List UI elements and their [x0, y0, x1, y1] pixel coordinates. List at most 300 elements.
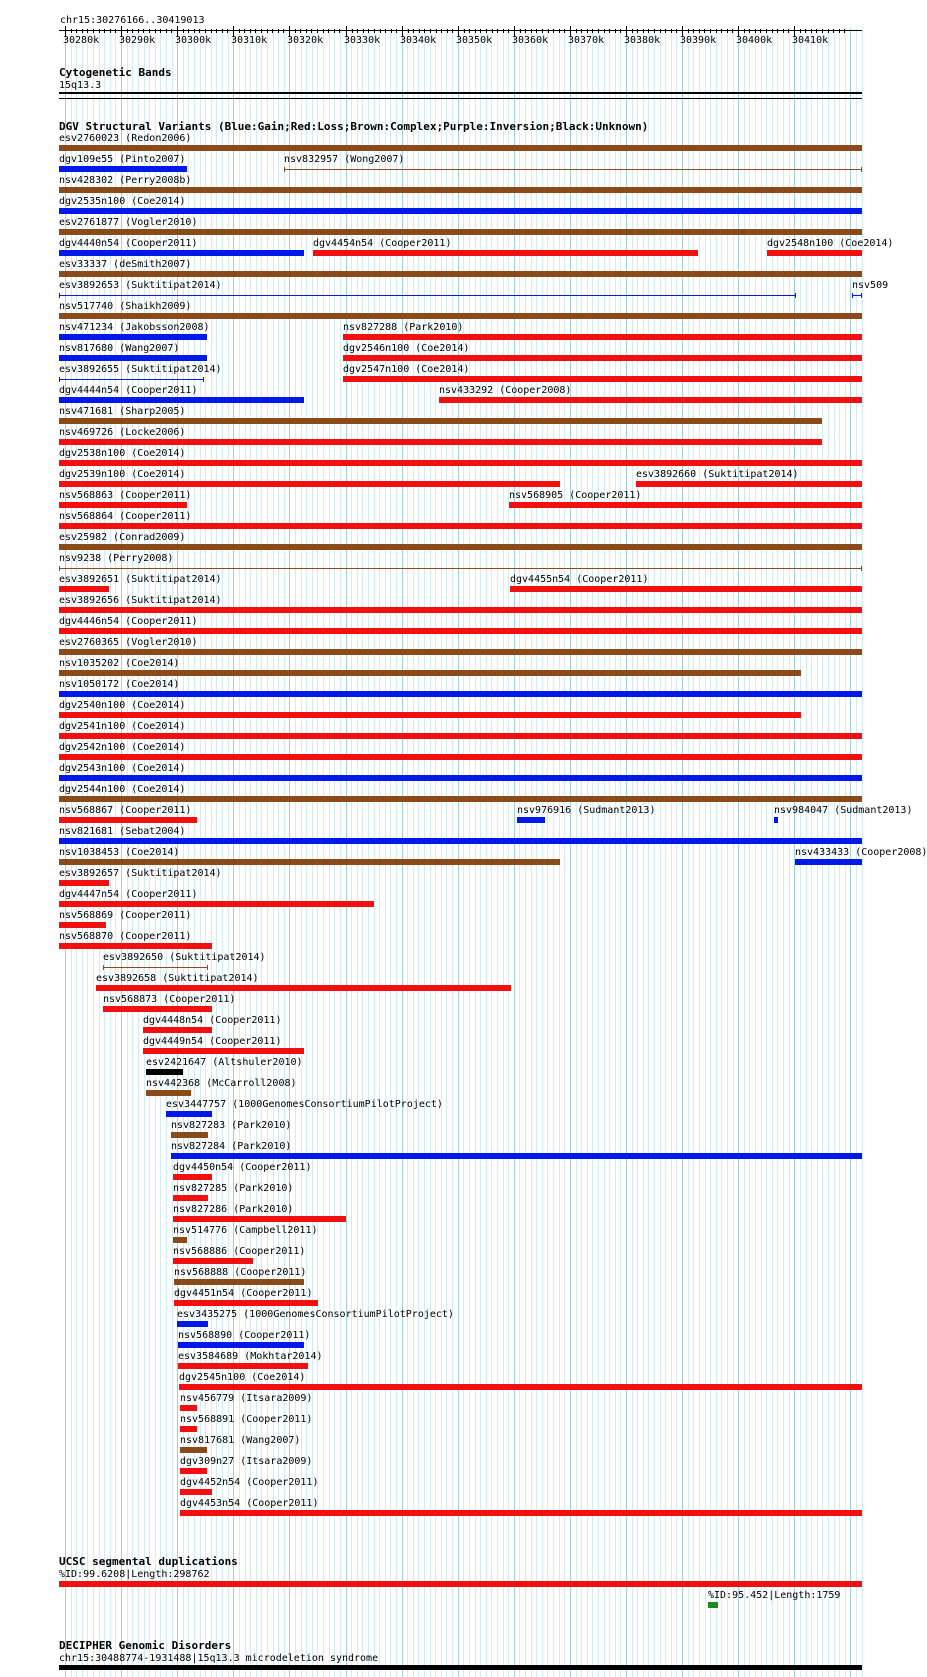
ruler-minor-tick	[295, 29, 296, 33]
ruler-minor-tick	[508, 29, 509, 33]
feature-bar[interactable]	[439, 397, 862, 403]
feature-bar[interactable]	[178, 1363, 308, 1369]
feature-label: dgv2542n100 (Coe2014)	[59, 742, 186, 753]
feature-label: dgv4454n54 (Cooper2011)	[313, 238, 452, 249]
feature-bar[interactable]	[177, 1321, 208, 1327]
ruler-minor-tick	[239, 29, 240, 33]
feature-label: dgv4440n54 (Cooper2011)	[59, 238, 198, 249]
ruler-minor-tick	[222, 29, 223, 33]
feature-bar[interactable]	[174, 1279, 304, 1285]
ruler-minor-tick	[261, 29, 262, 33]
feature-bar[interactable]	[146, 1069, 183, 1075]
ruler-minor-tick	[363, 29, 364, 33]
feature-end-cap	[284, 167, 285, 172]
ruler-minor-tick	[637, 29, 638, 33]
feature-label: %ID:95.452|Length:1759	[708, 1590, 841, 1601]
ruler-minor-tick	[138, 29, 139, 33]
ruler-minor-tick	[755, 29, 756, 33]
feature-label: dgv4452n54 (Cooper2011)	[180, 1477, 319, 1488]
ruler-minor-tick	[99, 29, 100, 33]
feature-label: dgv2545n100 (Coe2014)	[179, 1372, 306, 1383]
feature-bar[interactable]	[59, 628, 862, 634]
feature-bar[interactable]	[179, 1384, 862, 1390]
ruler-minor-tick	[710, 29, 711, 33]
feature-label: esv3892653 (Suktitipat2014)	[59, 280, 222, 291]
ruler-minor-tick	[93, 29, 94, 33]
ruler-minor-tick	[811, 29, 812, 33]
ruler-minor-tick	[272, 29, 273, 33]
feature-label: nsv827286 (Park2010)	[173, 1204, 294, 1215]
ruler-minor-tick	[732, 29, 733, 33]
feature-bar[interactable]	[173, 1216, 346, 1222]
ruler-minor-tick	[760, 29, 761, 33]
feature-label: esv3892655 (Suktitipat2014)	[59, 364, 222, 375]
ruler-minor-tick	[283, 29, 284, 33]
ruler-minor-tick	[749, 29, 750, 33]
feature-bar[interactable]	[59, 670, 801, 676]
ruler-minor-tick	[334, 29, 335, 33]
ruler-minor-tick	[188, 29, 189, 33]
ruler-minor-tick	[132, 29, 133, 33]
feature-bar[interactable]	[59, 901, 374, 907]
feature-bar[interactable]	[59, 334, 207, 340]
feature-label: dgv2546n100 (Coe2014)	[343, 343, 470, 354]
feature-end-cap	[59, 566, 60, 571]
ruler-minor-tick	[531, 29, 532, 33]
feature-bar[interactable]	[59, 775, 862, 781]
ruler-minor-tick	[816, 29, 817, 33]
feature-label: esv3584689 (Mokhtar2014)	[178, 1351, 323, 1362]
ruler-minor-tick	[436, 29, 437, 33]
feature-bar[interactable]	[143, 1027, 212, 1033]
ruler-minor-tick	[211, 29, 212, 33]
feature-end-cap	[203, 377, 204, 382]
ruler-tick-label: 30360k	[512, 35, 549, 46]
ruler-minor-tick	[727, 29, 728, 33]
feature-bar[interactable]	[774, 817, 778, 823]
feature-bar[interactable]	[59, 880, 109, 886]
feature-bar[interactable]	[284, 169, 862, 170]
feature-bar[interactable]	[59, 250, 304, 256]
ruler-tick-label: 30300k	[175, 35, 212, 46]
feature-label: esv2761877 (Vogler2010)	[59, 217, 198, 228]
ruler-tick-label: 30390k	[680, 35, 717, 46]
ruler-tick-label: 30350k	[456, 35, 493, 46]
feature-label: dgv2541n100 (Coe2014)	[59, 721, 186, 732]
ruler-minor-tick	[783, 29, 784, 33]
feature-label: nsv568863 (Cooper2011)	[59, 490, 192, 501]
ruler-minor-tick	[800, 29, 801, 33]
ruler-minor-tick	[199, 29, 200, 33]
feature-label: dgv2540n100 (Coe2014)	[59, 700, 186, 711]
ruler-minor-tick	[306, 29, 307, 33]
feature-bar[interactable]	[59, 313, 862, 319]
feature-label: nsv568888 (Cooper2011)	[174, 1267, 307, 1278]
ruler-minor-tick	[127, 29, 128, 33]
feature-label: nsv817681 (Wang2007)	[180, 1435, 301, 1446]
feature-bar[interactable]	[59, 859, 560, 865]
ruler-minor-tick	[581, 29, 582, 33]
ruler-minor-tick	[419, 29, 420, 33]
feature-label: dgv4447n54 (Cooper2011)	[59, 889, 198, 900]
feature-label: nsv827284 (Park2010)	[171, 1141, 292, 1152]
ruler-tick-label: 30370k	[568, 35, 605, 46]
feature-bar[interactable]	[767, 250, 862, 256]
feature-label: dgv2547n100 (Coe2014)	[343, 364, 470, 375]
feature-bar[interactable]	[96, 985, 511, 991]
ruler-location: chr15:30276166..30419013	[60, 15, 205, 26]
feature-bar[interactable]	[171, 1132, 208, 1138]
ruler-minor-tick	[693, 29, 694, 33]
feature-label: nsv428302 (Perry2008b)	[59, 175, 192, 186]
feature-bar[interactable]	[173, 1237, 187, 1243]
feature-label: esv3435275 (1000GenomesConsortiumPilotProject)	[177, 1309, 454, 1320]
feature-bar[interactable]	[180, 1510, 862, 1516]
ruler-minor-tick	[380, 29, 381, 33]
ruler-minor-tick	[805, 29, 806, 33]
ruler-minor-tick	[525, 29, 526, 33]
ruler-minor-tick	[143, 29, 144, 33]
dgv-title[interactable]: DGV Structural Variants (Blue:Gain;Red:Loss;Brown:Complex;Purple:Inversion;Black:Unknown)	[59, 120, 649, 133]
ruler-tick-label: 30380k	[624, 35, 661, 46]
feature-label: dgv2535n100 (Coe2014)	[59, 196, 186, 207]
feature-label: nsv568869 (Cooper2011)	[59, 910, 192, 921]
feature-label: dgv2538n100 (Coe2014)	[59, 448, 186, 459]
feature-bar[interactable]	[59, 754, 862, 760]
ruler-minor-tick	[671, 29, 672, 33]
feature-bar[interactable]	[59, 502, 187, 508]
feature-label: nsv433433 (Cooper2008)	[795, 847, 927, 858]
feature-bar[interactable]	[59, 586, 109, 592]
ruler-minor-tick	[183, 29, 184, 33]
decipher-label: chr15:30488774-1931488|15q13.3 microdeletion syndrome	[59, 1653, 379, 1664]
feature-bar[interactable]	[59, 208, 862, 214]
feature-bar[interactable]	[59, 523, 862, 529]
feature-label: esv2421647 (Altshuler2010)	[146, 1057, 303, 1068]
feature-bar[interactable]	[103, 1006, 212, 1012]
ruler-minor-tick	[632, 29, 633, 33]
ruler-minor-tick	[648, 29, 649, 33]
feature-label: nsv568905 (Cooper2011)	[509, 490, 642, 501]
feature-bar[interactable]	[59, 568, 862, 569]
ruler-minor-tick	[503, 29, 504, 33]
feature-bar[interactable]	[59, 838, 862, 844]
ruler-minor-tick	[300, 29, 301, 33]
decipher-title[interactable]: DECIPHER Genomic Disorders	[59, 1639, 232, 1652]
feature-label: nsv456779 (Itsara2009)	[180, 1393, 313, 1404]
ruler-minor-tick	[766, 29, 767, 33]
ruler-minor-tick	[486, 29, 487, 33]
ruler-minor-tick	[844, 29, 845, 33]
feature-end-cap	[861, 566, 862, 571]
feature-bar[interactable]	[59, 145, 862, 151]
ruler-tick-label: 30340k	[400, 35, 437, 46]
feature-bar[interactable]	[59, 943, 212, 949]
feature-bar[interactable]	[180, 1489, 212, 1495]
ruler-minor-tick	[447, 29, 448, 33]
ruler-minor-tick	[564, 29, 565, 33]
decipher-feature[interactable]	[59, 1665, 862, 1670]
feature-bar[interactable]	[174, 1300, 318, 1306]
ruler-minor-tick	[592, 29, 593, 33]
feature-bar[interactable]	[180, 1468, 207, 1474]
ruler-minor-tick	[587, 29, 588, 33]
feature-bar[interactable]	[59, 418, 822, 424]
ruler-minor-tick	[772, 29, 773, 33]
feature-label: esv3892651 (Suktitipat2014)	[59, 574, 222, 585]
feature-bar[interactable]	[59, 544, 862, 550]
ruler-minor-tick	[255, 29, 256, 33]
cytoband-band[interactable]	[59, 92, 862, 94]
feature-label: esv3892658 (Suktitipat2014)	[96, 973, 259, 984]
ruler-tick-label: 30410k	[792, 35, 829, 46]
feature-bar[interactable]	[59, 397, 304, 403]
ruler-minor-tick	[391, 29, 392, 33]
feature-bar[interactable]	[59, 649, 862, 655]
ruler-minor-tick	[492, 29, 493, 33]
feature-label: dgv4448n54 (Cooper2011)	[143, 1015, 282, 1026]
feature-bar[interactable]	[59, 229, 862, 235]
feature-label: dgv2548n100 (Coe2014)	[767, 238, 894, 249]
feature-bar[interactable]	[517, 817, 545, 823]
ruler-minor-tick	[839, 29, 840, 33]
ruler-minor-tick	[166, 29, 167, 33]
feature-bar[interactable]	[180, 1447, 207, 1453]
ruler-minor-tick	[352, 29, 353, 33]
feature-bar[interactable]	[59, 712, 801, 718]
ruler-minor-tick	[475, 29, 476, 33]
feature-bar[interactable]	[59, 379, 204, 380]
ruler-minor-tick	[408, 29, 409, 33]
ruler-minor-tick	[553, 29, 554, 33]
feature-bar[interactable]	[313, 250, 698, 256]
feature-label: dgv4449n54 (Cooper2011)	[143, 1036, 282, 1047]
ruler-minor-tick	[598, 29, 599, 33]
feature-label: dgv109e55 (Pinto2007)	[59, 154, 186, 165]
ruler-minor-tick	[777, 29, 778, 33]
ruler-minor-tick	[542, 29, 543, 33]
feature-label: nsv514776 (Campbell2011)	[173, 1225, 318, 1236]
ruler-minor-tick	[357, 29, 358, 33]
ruler-minor-tick	[744, 29, 745, 33]
ruler-minor-tick	[643, 29, 644, 33]
feature-label: nsv832957 (Wong2007)	[284, 154, 405, 165]
feature-label: nsv984047 (Sudmant2013)	[774, 805, 913, 816]
feature-bar[interactable]	[59, 355, 207, 361]
ruler-minor-tick	[615, 29, 616, 33]
feature-bar[interactable]	[59, 271, 862, 277]
cytoband-label: 15q13.3	[59, 80, 102, 91]
feature-bar[interactable]	[59, 607, 862, 613]
feature-bar[interactable]	[708, 1602, 718, 1608]
ruler-minor-tick	[368, 29, 369, 33]
feature-end-cap	[852, 293, 853, 298]
segdup-title[interactable]: UCSC segmental duplications	[59, 1555, 238, 1568]
feature-label: esv3892660 (Suktitipat2014)	[636, 469, 799, 480]
ruler-axis[interactable]	[59, 30, 862, 31]
ruler-minor-tick	[430, 29, 431, 33]
feature-label: nsv568867 (Cooper2011)	[59, 805, 192, 816]
feature-end-cap	[861, 293, 862, 298]
feature-bar[interactable]	[146, 1090, 191, 1096]
feature-label: dgv2539n100 (Coe2014)	[59, 469, 186, 480]
ruler-minor-tick	[424, 29, 425, 33]
feature-label: esv3892656 (Suktitipat2014)	[59, 595, 222, 606]
feature-label: %ID:99.6208|Length:298762	[59, 1569, 210, 1580]
feature-bar[interactable]	[180, 1405, 197, 1411]
feature-label: nsv433292 (Cooper2008)	[439, 385, 572, 396]
feature-label: nsv827285 (Park2010)	[173, 1183, 294, 1194]
feature-bar[interactable]	[173, 1258, 253, 1264]
ruler-minor-tick	[82, 29, 83, 33]
ruler-minor-tick	[833, 29, 834, 33]
feature-end-cap	[207, 1322, 208, 1327]
feature-bar[interactable]	[795, 859, 862, 865]
feature-label: nsv9238 (Perry2008)	[59, 553, 174, 564]
feature-label: nsv568890 (Cooper2011)	[178, 1330, 311, 1341]
ruler-tick-label: 30310k	[231, 35, 268, 46]
feature-label: nsv471234 (Jakobsson2008)	[59, 322, 210, 333]
feature-label: nsv817680 (Wang2007)	[59, 343, 180, 354]
feature-bar[interactable]	[59, 187, 862, 193]
feature-label: esv2760365 (Vogler2010)	[59, 637, 198, 648]
ruler-minor-tick	[548, 29, 549, 33]
ruler-minor-tick	[576, 29, 577, 33]
ruler-minor-tick	[620, 29, 621, 33]
ruler-minor-tick	[396, 29, 397, 33]
ruler-minor-tick	[660, 29, 661, 33]
feature-label: nsv568870 (Cooper2011)	[59, 931, 192, 942]
ruler-minor-tick	[828, 29, 829, 33]
ruler-tick-label: 30330k	[344, 35, 381, 46]
ruler-minor-tick	[665, 29, 666, 33]
feature-label: nsv517740 (Shaikh2009)	[59, 301, 192, 312]
ruler-minor-tick	[480, 29, 481, 33]
feature-label: dgv2544n100 (Coe2014)	[59, 784, 186, 795]
ruler-minor-tick	[413, 29, 414, 33]
feature-bar[interactable]	[166, 1111, 212, 1117]
ruler-minor-tick	[716, 29, 717, 33]
feature-end-cap	[59, 293, 60, 298]
ruler-minor-tick	[149, 29, 150, 33]
feature-bar[interactable]	[343, 355, 862, 361]
ruler-minor-tick	[104, 29, 105, 33]
ruler-minor-tick	[654, 29, 655, 33]
feature-end-cap	[177, 1322, 178, 1327]
cytoband-title[interactable]: Cytogenetic Bands	[59, 66, 172, 79]
feature-label: nsv471681 (Sharp2005)	[59, 406, 186, 417]
feature-bar[interactable]	[509, 502, 862, 508]
feature-bar[interactable]	[59, 166, 187, 172]
feature-label: esv3447757 (1000GenomesConsortiumPilotProject)	[166, 1099, 443, 1110]
feature-end-cap	[795, 293, 796, 298]
feature-bar[interactable]	[143, 1048, 304, 1054]
feature-label: dgv4446n54 (Cooper2011)	[59, 616, 198, 627]
ruler-minor-tick	[788, 29, 789, 33]
ruler-minor-tick	[194, 29, 195, 33]
feature-bar[interactable]	[59, 922, 106, 928]
ruler-tick-label: 30290k	[119, 35, 156, 46]
feature-label: nsv976916 (Sudmant2013)	[517, 805, 656, 816]
feature-bar[interactable]	[59, 691, 862, 697]
feature-label: nsv469726 (Locke2006)	[59, 427, 186, 438]
feature-label: dgv2543n100 (Coe2014)	[59, 763, 186, 774]
ruler-minor-tick	[704, 29, 705, 33]
ruler-minor-tick	[469, 29, 470, 33]
feature-bar[interactable]	[59, 439, 822, 445]
feature-label: nsv1050172 (Coe2014)	[59, 679, 180, 690]
feature-bar[interactable]	[510, 586, 862, 592]
feature-bar[interactable]	[59, 817, 197, 823]
ruler-minor-tick	[110, 29, 111, 33]
feature-label: nsv509	[852, 280, 889, 291]
feature-bar[interactable]	[343, 376, 862, 382]
feature-bar[interactable]	[171, 1153, 862, 1159]
feature-bar[interactable]	[636, 481, 862, 487]
feature-end-cap	[861, 167, 862, 172]
feature-label: dgv4444n54 (Cooper2011)	[59, 385, 198, 396]
ruler-minor-tick	[317, 29, 318, 33]
ruler-tick-label: 30280k	[63, 35, 100, 46]
feature-label: nsv568891 (Cooper2011)	[180, 1414, 313, 1425]
feature-label: nsv442368 (McCarroll2008)	[146, 1078, 297, 1089]
ruler-minor-tick	[721, 29, 722, 33]
ruler-minor-tick	[520, 29, 521, 33]
ruler-minor-tick	[76, 29, 77, 33]
feature-bar[interactable]	[178, 1342, 304, 1348]
ruler-minor-tick	[536, 29, 537, 33]
feature-bar[interactable]	[343, 334, 862, 340]
feature-end-cap	[166, 1112, 167, 1117]
feature-label: nsv568864 (Cooper2011)	[59, 511, 192, 522]
feature-label: nsv827288 (Park2010)	[343, 322, 464, 333]
feature-label: nsv1035202 (Coe2014)	[59, 658, 180, 669]
ruler-minor-tick	[323, 29, 324, 33]
feature-bar[interactable]	[180, 1426, 197, 1432]
ruler-minor-tick	[339, 29, 340, 33]
ruler-minor-tick	[559, 29, 560, 33]
feature-bar[interactable]	[173, 1174, 212, 1180]
feature-bar[interactable]	[59, 1581, 862, 1587]
feature-bar[interactable]	[59, 796, 862, 802]
ruler-minor-tick	[171, 29, 172, 33]
feature-label: dgv4455n54 (Cooper2011)	[510, 574, 649, 585]
ruler-minor-tick	[374, 29, 375, 33]
ruler-minor-tick	[216, 29, 217, 33]
feature-label: dgv4453n54 (Cooper2011)	[180, 1498, 319, 1509]
feature-bar[interactable]	[103, 967, 208, 968]
feature-end-cap	[211, 1112, 212, 1117]
feature-bar[interactable]	[173, 1195, 208, 1201]
feature-bar[interactable]	[59, 481, 560, 487]
ruler-minor-tick	[822, 29, 823, 33]
ruler-minor-tick	[278, 29, 279, 33]
ruler-minor-tick	[155, 29, 156, 33]
ruler-minor-tick	[71, 29, 72, 33]
ruler-minor-tick	[227, 29, 228, 33]
ruler-minor-tick	[699, 29, 700, 33]
ruler-minor-tick	[244, 29, 245, 33]
ruler-minor-tick	[160, 29, 161, 33]
feature-bar[interactable]	[59, 295, 796, 296]
feature-bar[interactable]	[59, 733, 862, 739]
ruler-minor-tick	[604, 29, 605, 33]
feature-label: dgv4451n54 (Cooper2011)	[174, 1288, 313, 1299]
feature-bar[interactable]	[59, 460, 862, 466]
feature-label: esv2760023 (Redon2006)	[59, 133, 192, 144]
ruler-minor-tick	[688, 29, 689, 33]
ruler-minor-tick	[385, 29, 386, 33]
